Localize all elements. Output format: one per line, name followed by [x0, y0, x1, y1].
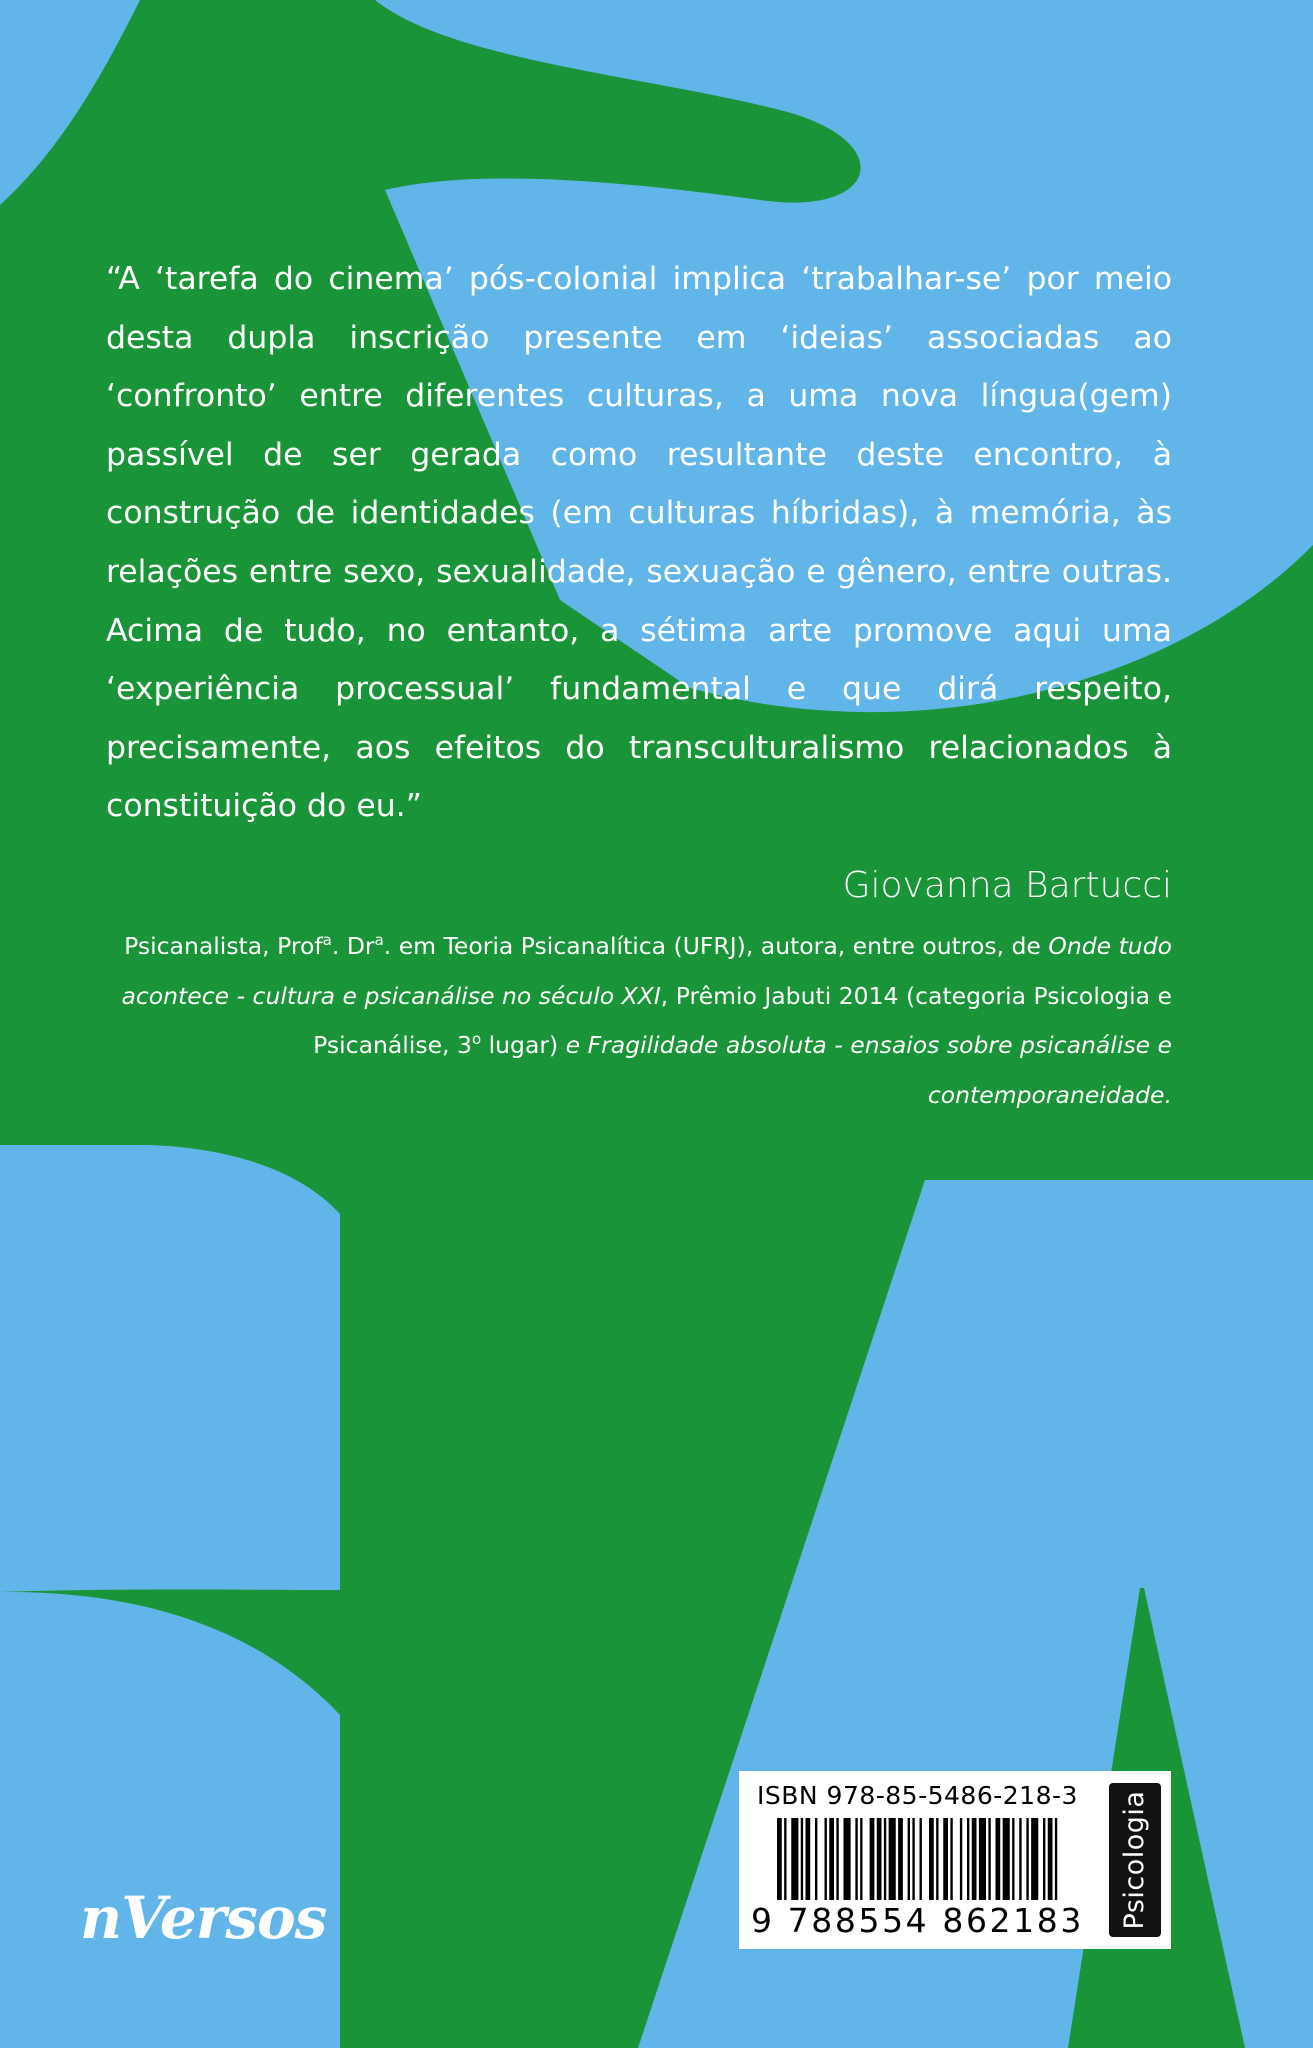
barcode-bar	[943, 1818, 948, 1900]
barcode-bar	[1019, 1818, 1021, 1900]
barcode-bar	[1055, 1818, 1057, 1900]
bio-superscript-1: a	[322, 931, 332, 950]
category-label: Psicologia	[1119, 1790, 1150, 1930]
bio-text-5: lugar)	[481, 1031, 566, 1059]
barcode-bar	[1048, 1818, 1053, 1900]
barcode-bar	[1031, 1818, 1038, 1900]
barcode-bars	[777, 1818, 1062, 1900]
barcode-bar	[972, 1818, 977, 1900]
bio-text-1: Psicanalista, Prof	[124, 932, 323, 960]
barcode-bar	[908, 1818, 910, 1900]
publisher-logo	[80, 1878, 360, 1958]
bio-text-3: . em Teoria Psicanalítica (UFRJ), autora, entre outros, de	[383, 932, 1049, 960]
barcode-bar	[825, 1818, 827, 1900]
barcode-bar	[936, 1818, 938, 1900]
barcode-bar	[855, 1818, 857, 1900]
bio-superscript-3: o	[471, 1030, 482, 1049]
isbn-label: ISBN 978-85-5486-218-3	[757, 1781, 1078, 1810]
barcode-bar	[877, 1818, 882, 1900]
barcode-bar	[988, 1818, 990, 1900]
barcode-bar	[860, 1818, 862, 1900]
barcode-bar	[1012, 1818, 1014, 1900]
isbn-barcode-box	[739, 1771, 1171, 1949]
barcode-bar	[806, 1818, 811, 1900]
bio-text-2: . Dr	[331, 932, 375, 960]
barcode-bar	[844, 1818, 851, 1900]
barcode-bar	[777, 1818, 782, 1900]
bio-superscript-2: a	[374, 931, 384, 950]
barcode-digits: 9 788554 862183	[751, 1901, 1084, 1940]
barcode-bar	[898, 1818, 903, 1900]
quote-author: Giovanna Bartucci	[842, 865, 1172, 906]
barcode-bar	[884, 1818, 886, 1900]
barcode-bar	[960, 1818, 962, 1900]
category-tab	[1109, 1783, 1161, 1937]
publisher-logo-text: nVersos	[80, 1884, 327, 1952]
barcode-bar	[784, 1818, 786, 1900]
barcode-bar	[979, 1818, 986, 1900]
barcode-bar	[996, 1818, 1001, 1900]
barcode-bar	[836, 1818, 838, 1900]
barcode-bar	[829, 1818, 834, 1900]
barcode-bar	[912, 1818, 914, 1900]
barcode-bar	[1043, 1818, 1045, 1900]
barcode-bar	[950, 1818, 952, 1900]
barcode-bar	[1003, 1818, 1010, 1900]
barcode-bar	[801, 1818, 803, 1900]
bio-conjunction: e	[565, 1031, 581, 1059]
bio-book-title-1: Onde tudo acontece - cultura e psicanálise no século XXI	[121, 932, 1172, 1010]
barcode-bar	[1026, 1818, 1028, 1900]
bio-text-4: , Prêmio Jabuti 2014 (categoria Psicologia e Psicanálise, 3	[313, 981, 1172, 1059]
bio-book-title-2: Fragilidade absoluta - ensaios sobre psicanálise e contemporaneidade.	[587, 1031, 1172, 1109]
barcode-bar	[889, 1818, 896, 1900]
author-bio	[100, 922, 1172, 1120]
barcode-bar	[967, 1818, 969, 1900]
quote-text: “A ‘tarefa do cinema’ pós-colonial implica ‘trabalhar-se’ por meio desta dupla inscrição presente em ‘ideias’ associadas ao ‘confronto’ entre diferentes culturas, a uma nova língua(gem) passível de ser gerada como resultante deste encontro, à construção de identidades (em culturas híbridas), à memória, às relações entre sexo, sexualidade, sexuação e gênero, entre outras. Acima de tudo, no entanto, a sétima arte promove aqui uma ‘experiência processual’ fundamental e que dirá respeito, precisamente, aos efeitos do transculturalismo relacionados à constituição do eu.”	[106, 261, 1172, 825]
barcode-bar	[791, 1818, 798, 1900]
barcode-bar	[929, 1818, 934, 1900]
barcode-bar	[815, 1818, 817, 1900]
barcode-bar	[920, 1818, 922, 1900]
barcode-bar	[870, 1818, 875, 1900]
